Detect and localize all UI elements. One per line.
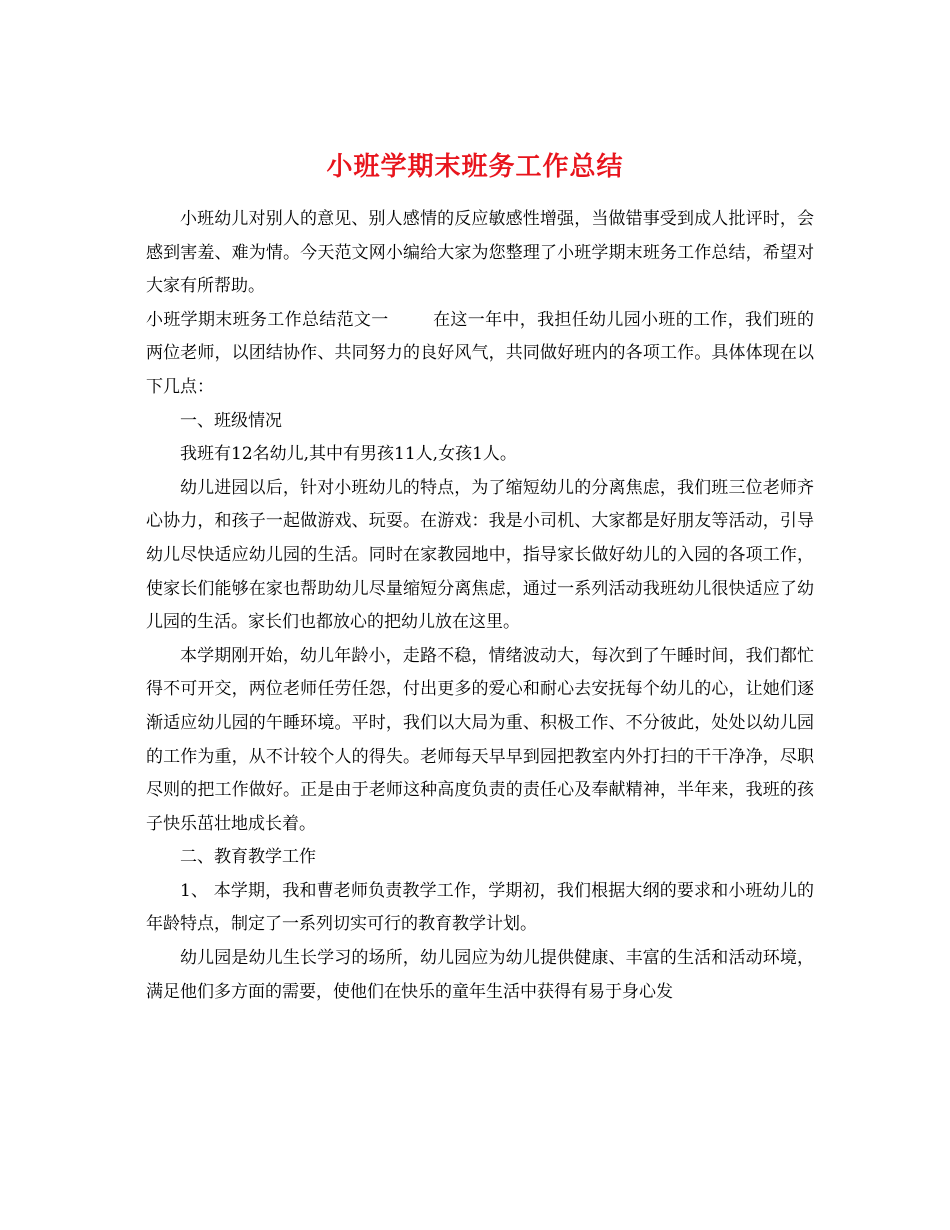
intro-paragraph: 小班幼儿对别人的意见、别人感情的反应敏感性增强，当做错事受到成人批评时，会感到害羞、难为情。今天范文网小编给大家为您整理了小班学期末班务工作总结，希望对大家有所帮助。 (146, 209, 814, 297)
sample-heading: 小班学期末班务工作总结范文一 (146, 309, 389, 330)
section1-heading: 一、班级情况 (180, 410, 282, 431)
document-body (146, 203, 814, 1009)
section2-heading: 二、教育教学工作 (180, 847, 316, 868)
section1-paragraph-1: 我班有12名幼儿,其中有男孩11人,女孩1人。 (180, 444, 517, 465)
document-title: 小班学期末班务工作总结 (326, 152, 624, 183)
sample-opening: 在这一年中，我担任幼儿园小班的工作，我们班的两位老师，以团结协作、共同努力的良好风气，共同做好班内的各项工作。具体体现在以下几点： (146, 309, 814, 397)
section2-paragraph-1: 1、 本学期，我和曹老师负责教学工作，学期初，我们根据大纲的要求和小班幼儿的年龄特点，制定了一系列切实可行的教育教学计划。 (146, 880, 814, 935)
section2-paragraph-2: 幼儿园是幼儿生长学习的场所，幼儿园应为幼儿提供健康、丰富的生活和活动环境，满足他们多方面的需要，使他们在快乐的童年生活中获得有易于身心发 (146, 948, 814, 1002)
section1-paragraph-2: 幼儿进园以后，针对小班幼儿的特点，为了缩短幼儿的分离焦虑，我们班三位老师齐心协力，和孩子一起做游戏、玩耍。在游戏：我是小司机、大家都是好朋友等活动，引导幼儿尽快适应幼儿园的生活。同时在家教园地中，指导家长做好幼儿的入园的各项工作，使家长们能够在家也帮助幼儿尽量缩短分离焦虑，通过一系列活动我班幼儿很快适应了幼儿园的生活。家长们也都放心的把幼儿放在这里。 (146, 477, 814, 633)
sample-paragraph (146, 304, 814, 405)
section1-paragraph-3: 本学期刚开始，幼儿年龄小，走路不稳，情绪波动大，每次到了午睡时间，我们都忙得不可开交，两位老师任劳任怨，付出更多的爱心和耐心去安抚每个幼儿的心，让她们逐渐适应幼儿园的午睡环境。平时，我们以大局为重、积极工作、不分彼此，处处以幼儿园的工作为重，从不计较个人的得失。老师每天早早到园把教室内外打扫的干干净净，尽职尽则的把工作做好。正是由于老师这种高度负责的责任心及奉献精神，半年来，我班的孩子快乐茁壮地成长着。 (146, 645, 814, 834)
